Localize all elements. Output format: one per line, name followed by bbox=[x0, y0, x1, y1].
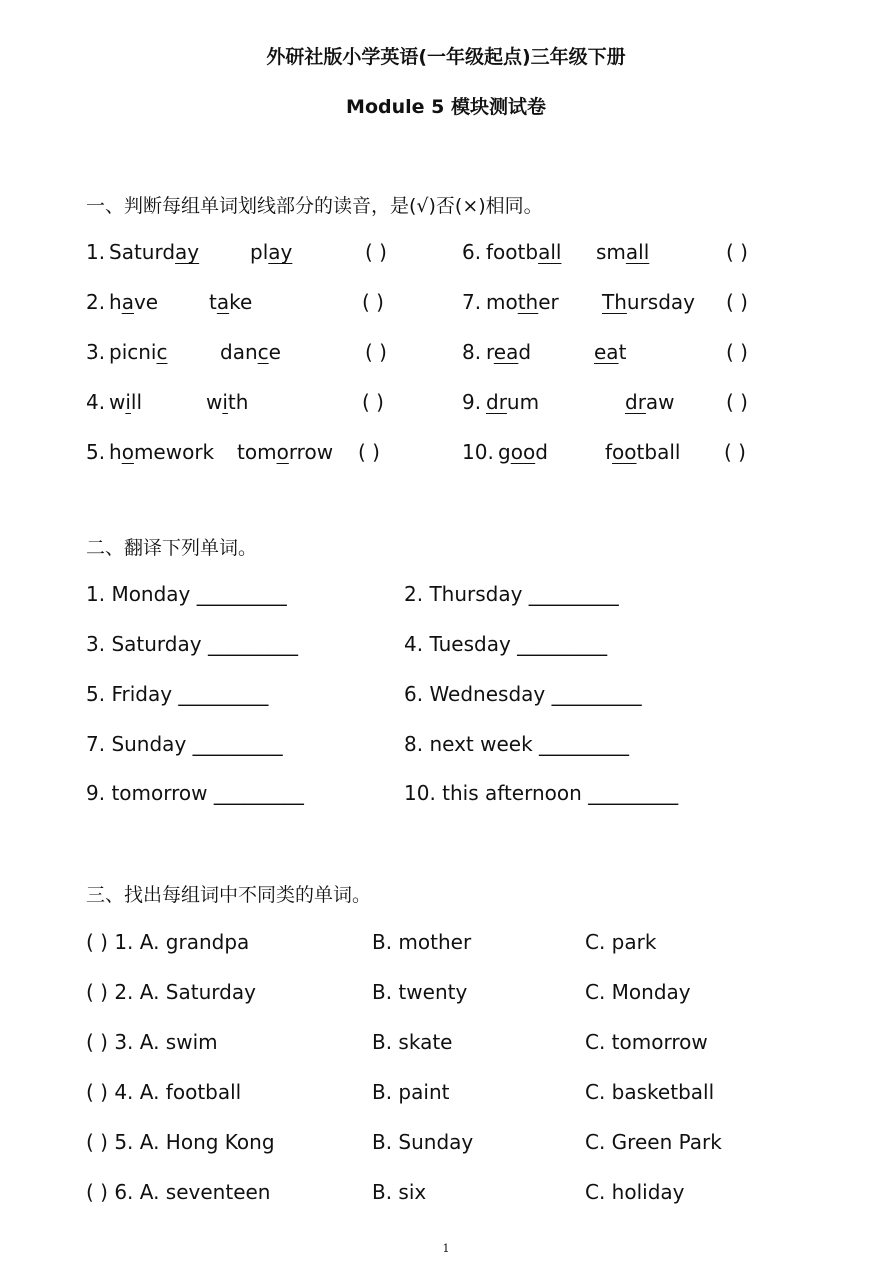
word-two bbox=[206, 390, 248, 414]
part2-heading: 二、翻译下列单词。 bbox=[86, 537, 258, 559]
answer-blank: _________ bbox=[178, 682, 269, 706]
word-underlined-part: i bbox=[222, 390, 228, 414]
translation-word: 5. Friday bbox=[86, 682, 179, 706]
word-underlined-part: dr bbox=[486, 390, 507, 414]
word-suffix: d bbox=[535, 440, 548, 464]
option-a: ( ) 4. A. football bbox=[86, 1080, 242, 1104]
word-prefix: picni bbox=[109, 340, 157, 364]
answer-parentheses: ( ) bbox=[726, 340, 748, 364]
option-b: B. mother bbox=[372, 930, 472, 954]
word-two bbox=[250, 240, 292, 264]
answer-blank: _________ bbox=[196, 582, 287, 606]
word-underlined-part: c bbox=[156, 340, 168, 364]
word-underlined-part: i bbox=[125, 390, 131, 414]
translation-item bbox=[404, 582, 619, 606]
translation-word: 9. tomorrow bbox=[86, 781, 214, 805]
answer-parentheses: ( ) bbox=[726, 290, 748, 314]
answer-parentheses: ( ) bbox=[724, 440, 746, 464]
word-prefix: pl bbox=[250, 240, 269, 264]
option-c: C. park bbox=[585, 930, 657, 954]
word-suffix: th bbox=[227, 390, 249, 414]
word-underlined-part: all bbox=[538, 240, 562, 264]
word-underlined-part: oo bbox=[612, 440, 637, 464]
word-two bbox=[605, 440, 680, 464]
word-prefix: r bbox=[486, 340, 494, 364]
translation-word: 3. Saturday bbox=[86, 632, 208, 656]
word-one bbox=[109, 440, 214, 464]
word-suffix: um bbox=[506, 390, 540, 414]
word-underlined-part: o bbox=[121, 440, 134, 464]
word-underlined-part: ay bbox=[268, 240, 293, 264]
option-b: B. skate bbox=[372, 1030, 453, 1054]
word-two bbox=[594, 340, 626, 364]
word-underlined-part: c bbox=[257, 340, 269, 364]
option-c: C. basketball bbox=[585, 1080, 715, 1104]
translation-word: 8. next week bbox=[404, 732, 540, 756]
question-number: 7. bbox=[462, 290, 482, 314]
answer-blank: _________ bbox=[528, 582, 619, 606]
word-prefix: h bbox=[109, 290, 122, 314]
word-two bbox=[237, 440, 333, 464]
word-underlined-part: dr bbox=[625, 390, 646, 414]
worksheet-title: 外研社版小学英语(一年级起点)三年级下册 bbox=[266, 46, 626, 68]
page-number: 1 bbox=[442, 1242, 450, 1255]
answer-blank: _________ bbox=[207, 632, 298, 656]
option-c: C. tomorrow bbox=[585, 1030, 708, 1054]
word-prefix: f bbox=[605, 440, 613, 464]
translation-word: 7. Sunday bbox=[86, 732, 193, 756]
word-prefix: tom bbox=[237, 440, 277, 464]
word-underlined-part: ea bbox=[594, 340, 619, 364]
option-b: B. Sunday bbox=[372, 1130, 474, 1154]
answer-parentheses: ( ) bbox=[365, 240, 387, 264]
word-one bbox=[486, 290, 559, 314]
answer-blank: _________ bbox=[517, 632, 608, 656]
option-a: ( ) 5. A. Hong Kong bbox=[86, 1130, 275, 1154]
translation-item bbox=[404, 781, 678, 805]
option-b: B. six bbox=[372, 1180, 427, 1204]
word-one bbox=[486, 240, 561, 264]
word-prefix: w bbox=[109, 390, 126, 414]
option-a: ( ) 6. A. seventeen bbox=[86, 1180, 271, 1204]
translation-word: 4. Tuesday bbox=[404, 632, 518, 656]
part3-heading: 三、找出每组词中不同类的单词。 bbox=[86, 884, 372, 906]
translation-word: 10. this afternoon bbox=[404, 781, 589, 805]
part1-heading: 一、判断每组单词划线部分的读音，是(√)否(×)相同。 bbox=[86, 195, 543, 217]
answer-parentheses: ( ) bbox=[726, 390, 748, 414]
word-suffix: aw bbox=[645, 390, 675, 414]
word-one bbox=[486, 340, 531, 364]
word-suffix: tball bbox=[636, 440, 681, 464]
word-prefix: footb bbox=[486, 240, 539, 264]
word-underlined-part: oo bbox=[510, 440, 536, 464]
word-two bbox=[209, 290, 252, 314]
word-prefix: t bbox=[209, 290, 217, 314]
word-suffix: ve bbox=[133, 290, 159, 314]
word-suffix: rrow bbox=[288, 440, 334, 464]
question-number: 2. bbox=[86, 290, 106, 314]
translation-word: 2. Thursday bbox=[404, 582, 529, 606]
option-a: ( ) 3. A. swim bbox=[86, 1030, 218, 1054]
word-underlined-part: th bbox=[517, 290, 539, 314]
translation-item bbox=[86, 632, 298, 656]
worksheet-subtitle: Module 5 模块测试卷 bbox=[346, 96, 546, 118]
word-suffix: e bbox=[268, 340, 281, 364]
word-suffix: d bbox=[518, 340, 532, 364]
translation-item bbox=[404, 682, 642, 706]
question-number: 6. bbox=[462, 240, 482, 264]
answer-blank: _________ bbox=[551, 682, 642, 706]
word-underlined-part: o bbox=[276, 440, 289, 464]
translation-item bbox=[404, 732, 629, 756]
word-two bbox=[602, 290, 695, 314]
question-number: 5. bbox=[86, 440, 106, 464]
translation-item bbox=[86, 781, 304, 805]
word-two bbox=[596, 240, 649, 264]
word-two bbox=[220, 340, 281, 364]
word-prefix: sm bbox=[596, 240, 626, 264]
question-number: 4. bbox=[86, 390, 106, 414]
option-b: B. paint bbox=[372, 1080, 450, 1104]
answer-blank: _________ bbox=[588, 781, 679, 805]
word-underlined-part: ay bbox=[175, 240, 200, 264]
word-prefix: dan bbox=[220, 340, 258, 364]
word-one bbox=[109, 390, 142, 414]
question-number: 9. bbox=[462, 390, 482, 414]
word-prefix: w bbox=[206, 390, 223, 414]
word-suffix: mework bbox=[133, 440, 215, 464]
translation-item bbox=[86, 582, 287, 606]
translation-item bbox=[404, 632, 607, 656]
translation-item bbox=[86, 732, 283, 756]
option-a: ( ) 1. A. grandpa bbox=[86, 930, 250, 954]
word-underlined-part: Th bbox=[602, 290, 627, 314]
answer-parentheses: ( ) bbox=[358, 440, 380, 464]
answer-blank: _________ bbox=[213, 781, 304, 805]
word-one bbox=[486, 390, 539, 414]
translation-item bbox=[86, 682, 268, 706]
word-suffix: er bbox=[538, 290, 559, 314]
word-prefix: g bbox=[498, 440, 511, 464]
word-one bbox=[109, 340, 167, 364]
option-b: B. twenty bbox=[372, 980, 468, 1004]
option-c: C. holiday bbox=[585, 1180, 685, 1204]
word-one bbox=[109, 240, 199, 264]
answer-parentheses: ( ) bbox=[362, 390, 384, 414]
answer-parentheses: ( ) bbox=[726, 240, 748, 264]
word-suffix: t bbox=[618, 340, 627, 364]
word-one bbox=[498, 440, 548, 464]
option-c: C. Monday bbox=[585, 980, 691, 1004]
word-underlined-part: ea bbox=[493, 340, 519, 364]
answer-parentheses: ( ) bbox=[362, 290, 384, 314]
answer-parentheses: ( ) bbox=[365, 340, 387, 364]
answer-blank: _________ bbox=[539, 732, 630, 756]
word-suffix: ursday bbox=[626, 290, 696, 314]
question-number: 3. bbox=[86, 340, 106, 364]
question-number: 8. bbox=[462, 340, 482, 364]
translation-word: 1. Monday bbox=[86, 582, 197, 606]
question-number: 10. bbox=[462, 440, 494, 464]
word-underlined-part: a bbox=[121, 290, 134, 314]
question-number: 1. bbox=[86, 240, 106, 264]
translation-word: 6. Wednesday bbox=[404, 682, 552, 706]
word-suffix: ke bbox=[229, 290, 253, 314]
word-prefix: Saturd bbox=[109, 240, 176, 264]
word-underlined-part: all bbox=[625, 240, 650, 264]
word-two bbox=[625, 390, 675, 414]
word-underlined-part: a bbox=[216, 290, 230, 314]
word-one bbox=[109, 290, 158, 314]
option-a: ( ) 2. A. Saturday bbox=[86, 980, 256, 1004]
option-c: C. Green Park bbox=[585, 1130, 722, 1154]
word-prefix: h bbox=[109, 440, 122, 464]
answer-blank: _________ bbox=[192, 732, 283, 756]
word-suffix: ll bbox=[130, 390, 143, 414]
word-prefix: mo bbox=[486, 290, 518, 314]
